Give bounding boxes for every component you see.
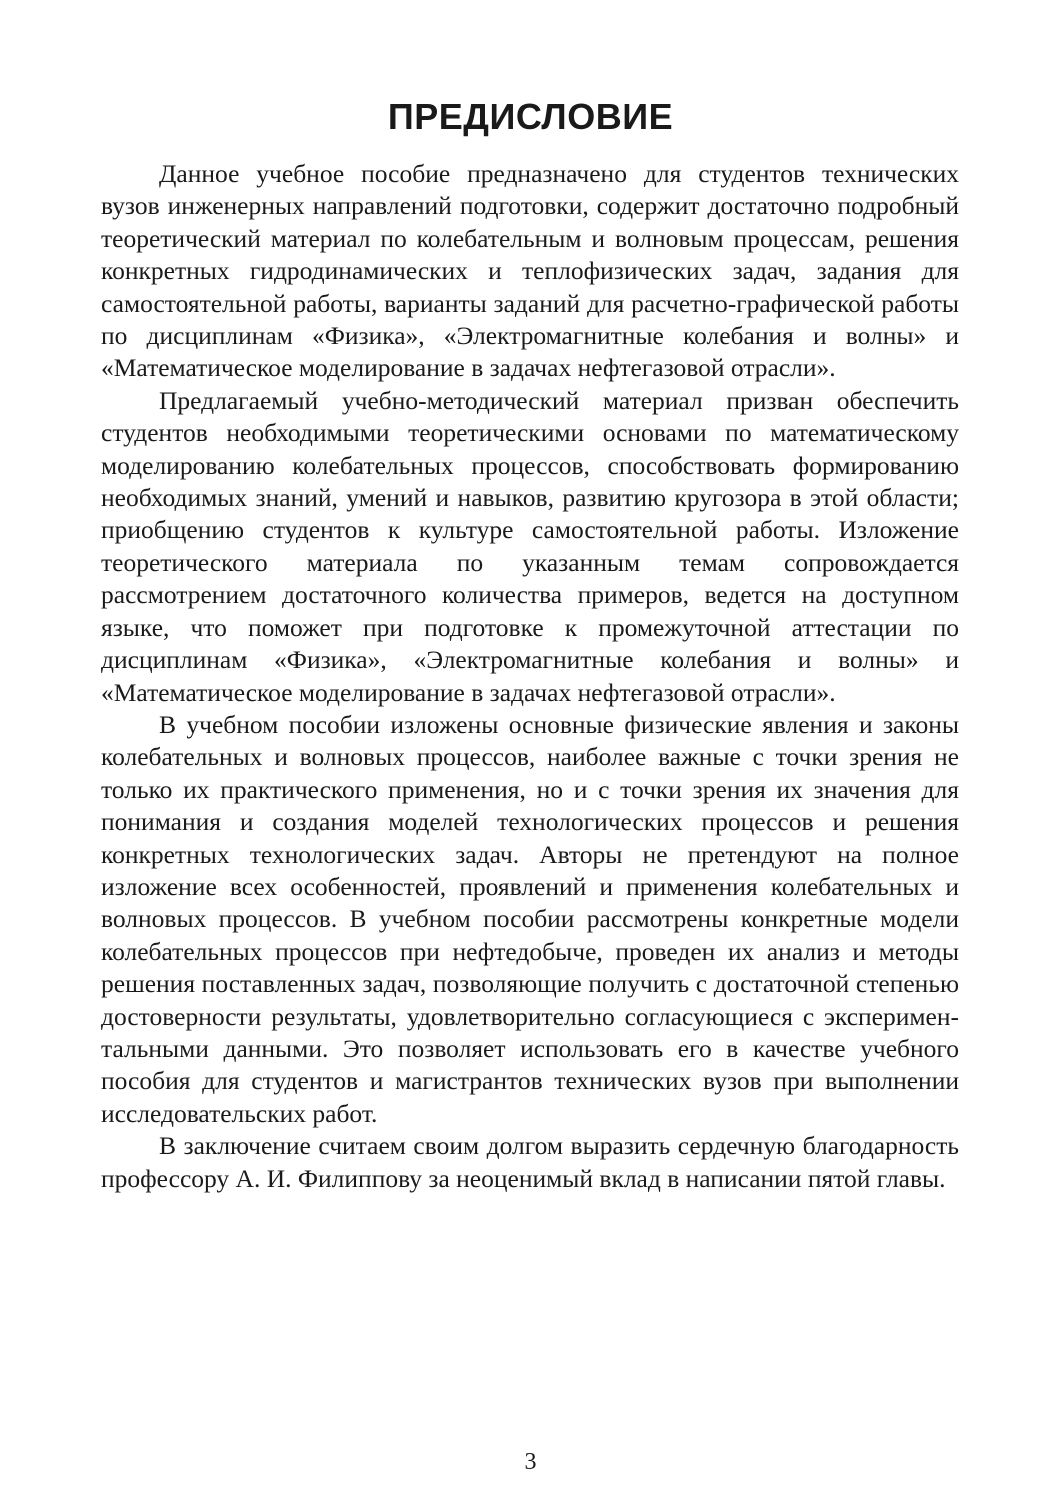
paragraph-1: Данное учебное пособие предназначено для студентов технических вузов инженерных направлений подготовки, содержит достаточно подробный теоретический материал по колебательным и волновым процессам, решения конкретных гидродинамических и теплофизических задач, задания для самостоятельной работы, варианты заданий для расчетно-графической работы по дисциплинам «Физика», «Электромагнитные колебания и волны» и «Математическое моделирование в задачах нефтегазовой отрасли».	[101, 159, 959, 383]
page-number: 3	[524, 1449, 537, 1475]
paragraph-3: В учебном пособии изложены основные физические явления и законы колебательных и волновых процессов, наиболее важные с точки зрения не только их практического применения, но и с точки зрения их значения для понимания и создания моделей технологических процессов и решения конкретных технологических задач. Авторы не претендуют на полное изложение всех особенностей, проявлений и применения колебательных и волновых процессов. В учебном пособии рассмотрены конкретные модели колебательных процессов при нефтедобыче, проведен их анализ и методы решения поставленных задач, позволяющие получить с достаточной степенью достоверности результаты, удовлетворительно согласующиеся с экспериментальными данными. Это позволяет использовать его в качестве учебного пособия для студентов и магистрантов технических вузов при выполнении исследовательских работ.	[101, 709, 959, 1128]
paragraph-4: В заключение считаем своим долгом выразить сердечную благодарность профессору А. И. Филиппову за неоценимый вклад в написании пятой главы.	[101, 1131, 959, 1193]
page-title: ПРЕДИСЛОВИЕ	[387, 96, 674, 137]
paragraph-2: Предлагаемый учебно-методический материал призван обеспечить студентов необходимыми теоретическими основами по математическому моделированию колебательных процессов, способствовать формированию необходимых знаний, умений и навыков, развитию кругозора в этой области; приобщению студентов к культуре самостоятельной работы. Изложение теоретического материала по указанным темам сопровождается рассмотрением достаточного количества примеров, ведется на доступном языке, что поможет при подготовке к промежуточной аттестации по дисциплинам «Физика», «Электромагнитные колебания и волны» и «Математическое моделирование в задачах нефтегазовой отрасли».	[101, 385, 959, 707]
preface-body	[101, 158, 959, 1195]
